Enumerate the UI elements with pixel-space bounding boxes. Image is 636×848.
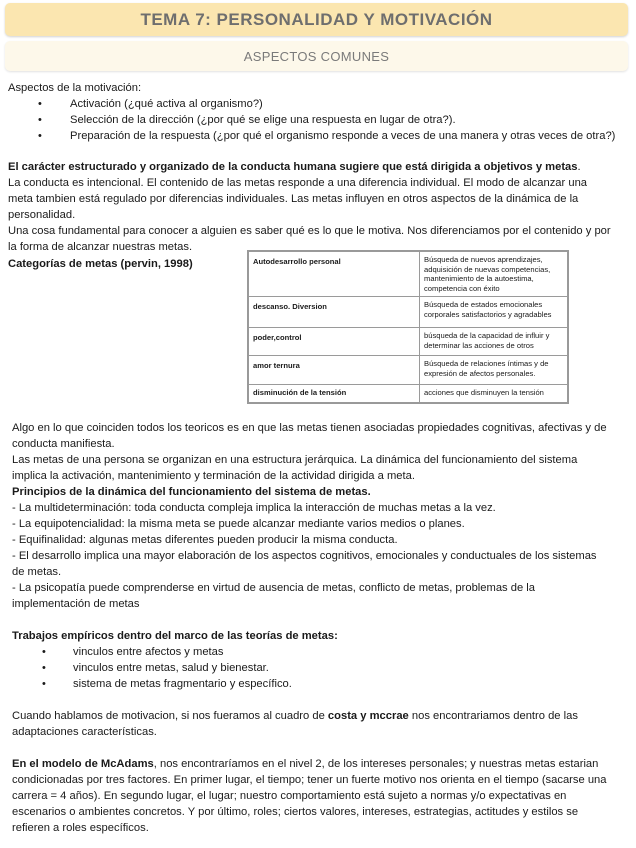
mcadams-bold: En el modelo de McAdams [12, 758, 154, 770]
caracter-heading-end: . [577, 161, 581, 173]
mcadams-line: escenarios o ambientes concretos. Y por último, roles; ciertos valores, intereses, estrategias, actitudes y estilos se [12, 806, 579, 818]
principle-item: implementación de metas [12, 598, 140, 610]
mcadams-line: carrera = 4 años). En segundo lugar, el lugar; nuestro comportamiento está sujeto a normas y/o expectativas en [12, 790, 567, 802]
bullet-icon: • [38, 130, 42, 142]
page-title: TEMA 7: PERSONALIDAD Y MOTIVACIÓN [5, 3, 628, 36]
goal-description: búsqueda de la capacidad de influir y determinar las acciones de otros [420, 328, 568, 356]
section-subtitle: ASPECTOS COMUNES [5, 41, 628, 71]
caracter-line: la forma de alcanzar nuestras metas. [8, 241, 193, 253]
teorias-line: Algo en lo que coinciden todos los teoricos es en que las metas tienen asociadas propiedades cognitivas, afectivas y de [12, 422, 607, 434]
caracter-heading-bold: El carácter estructurado y organizado de la conducta humana sugiere que está dirigida a objetivos y metas [8, 161, 578, 173]
intro-bullet-2: Selección de la dirección (¿por qué se elige una respuesta en lugar de otra?). [70, 114, 456, 126]
categories-label: Categorías de metas (pervin, 1998) [8, 258, 193, 270]
mcadams-line: refieren a roles específicos. [12, 822, 149, 834]
bullet-icon: • [42, 646, 46, 658]
bullet-icon: • [38, 114, 42, 126]
caracter-line: La conducta es intencional. El contenido de las metas responde a una diferencia individual. El modo de alcanzar una [8, 177, 588, 189]
caracter-line: Una cosa fundamental para conocer a alguien es saber qué es lo que le motiva. Nos diferenciamos por el contenido y por [8, 225, 611, 237]
intro-bullet-3: Preparación de la respuesta (¿por qué el organismo responde a veces de una manera y otras veces de otra?) [70, 130, 616, 142]
goal-description: Búsqueda de relaciones íntimas y de expresión de afectos personales. [420, 356, 568, 385]
table-row [249, 297, 568, 328]
bullet-icon: • [42, 662, 46, 674]
goal-category: disminución de la tensión [249, 385, 420, 403]
costa-line [12, 708, 578, 724]
intro-heading: Aspectos de la motivación: [8, 82, 142, 94]
table-row [249, 356, 568, 385]
principles-heading: Principios de la dinámica del funcionamiento del sistema de metas. [12, 486, 371, 498]
principle-item: - La equipotencialidad: la misma meta se puede alcanzar mediante varios medios o planes. [12, 518, 465, 530]
mcadams-line [12, 756, 598, 772]
principle-item: - La multideterminación: toda conducta compleja implica la interacción de muchas metas a la vez. [12, 502, 496, 514]
costa-bold: costa y mccrae [327, 710, 409, 722]
mcadams-line: condicionadas por tres factores. En primer lugar, el tiempo; tener un fuerte motivo nos orienta en el tiempo (sacarse una [12, 774, 607, 786]
goal-category: poder,control [249, 328, 420, 356]
teorias-line: Las metas de una persona se organizan en una estructura jerárquica. La dinámica del funcionamiento del sistema [12, 454, 578, 466]
principle-item: - La psicopatía puede comprenderse en virtud de ausencia de metas, conflicto de metas, problemas de la [12, 582, 536, 594]
goal-category: Autodesarrollo personal [249, 252, 420, 297]
costa-post: nos encontrariamos dentro de las [408, 710, 578, 722]
bullet-icon: • [38, 98, 42, 110]
intro-bullet-1: Activación (¿qué activa al organismo?) [70, 98, 263, 110]
principle-item: - Equifinalidad: algunas metas diferentes pueden producir la misma conducta. [12, 534, 398, 546]
table-row [249, 252, 568, 297]
teorias-line: conducta manifiesta. [12, 438, 115, 450]
principle-item: - El desarrollo implica una mayor elaboración de los aspectos cognitivos, emocionales y conductuales de los sistemas [12, 550, 597, 562]
goal-category: amor ternura [249, 356, 420, 385]
goals-table [248, 251, 568, 403]
goal-category: descanso. Diversion [249, 297, 420, 328]
teorias-line: implica la activación, mantenimiento y terminación de la actividad dirigida a meta. [12, 470, 415, 482]
caracter-heading [8, 159, 581, 175]
principle-item: de metas. [12, 566, 62, 578]
caracter-line: meta tambien está regulado por diferencias individuales. Las metas influyen en otros aspectos de la dinámica de la [8, 193, 579, 205]
bullet-icon: • [42, 678, 46, 690]
goal-description: Búsqueda de estados emocionales corporales satisfactorios y agradables [420, 297, 568, 328]
trabajos-bullet-1: vinculos entre afectos y metas [73, 646, 224, 658]
trabajos-bullet-3: sistema de metas fragmentario y específico. [73, 678, 292, 690]
mcadams-rest: , nos encontraríamos en el nivel 2, de los intereses personales; y nuestras metas estarian [153, 758, 599, 770]
table-row [249, 385, 568, 403]
table-row [249, 328, 568, 356]
goal-description: acciones que disminuyen la tensión [420, 385, 568, 403]
trabajos-bullet-2: vinculos entre metas, salud y bienestar. [73, 662, 269, 674]
trabajos-heading: Trabajos empíricos dentro del marco de las teorías de metas: [12, 630, 338, 642]
goal-description: Búsqueda de nuevos aprendizajes, adquisición de nuevas competencias, mantenimiento de la autoestima, competencia con éxito [420, 252, 568, 297]
costa-pre: Cuando hablamos de motivacion, si nos fueramos al cuadro de [12, 710, 328, 722]
costa-line-2: adaptaciones características. [12, 726, 157, 738]
caracter-line: personalidad. [8, 209, 76, 221]
